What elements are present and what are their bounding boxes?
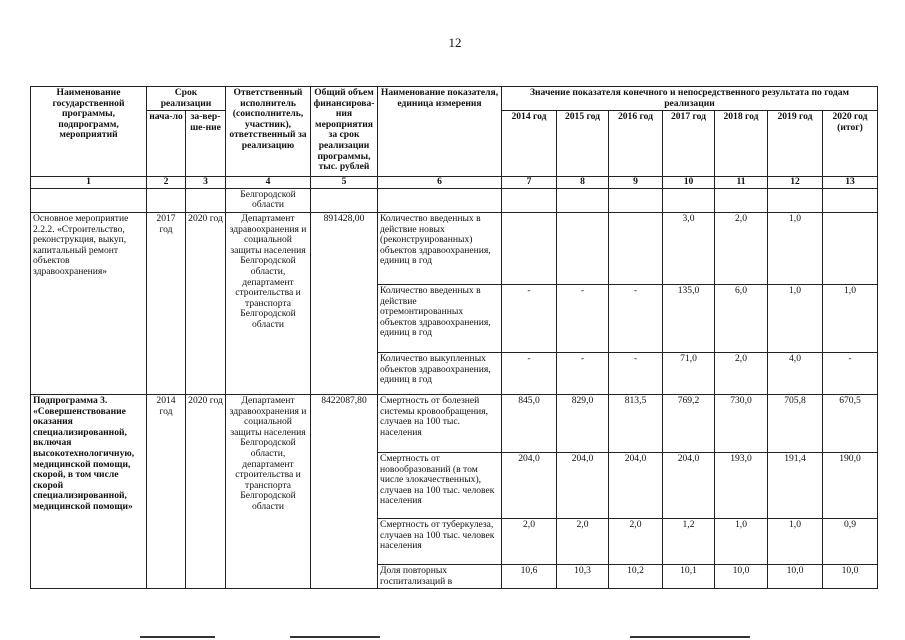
indicator-value: 204,0 <box>609 452 663 518</box>
empty-cell <box>311 188 378 212</box>
indicator-value: - <box>557 284 609 352</box>
indicator-value: 730,0 <box>715 394 768 452</box>
funding-amount: 891428,00 <box>311 212 378 394</box>
indicator-value: - <box>502 284 557 352</box>
indicator-value: 10,0 <box>823 564 878 588</box>
indicator-value: 10,2 <box>609 564 663 588</box>
header-year: 2019 год <box>768 111 823 177</box>
indicator-value: 10,0 <box>715 564 768 588</box>
empty-cell <box>147 188 186 212</box>
indicator-value: 135,0 <box>663 284 715 352</box>
column-number: 3 <box>186 177 226 189</box>
empty-cell <box>609 188 663 212</box>
indicator-value: 10,0 <box>768 564 823 588</box>
indicator-value: 670,5 <box>823 394 878 452</box>
indicator-name: Количество введенных в действие отремонтированных объектов здравоохранения, единиц в год <box>378 284 502 352</box>
indicator-value: 2,0 <box>609 518 663 564</box>
indicator-value: 2,0 <box>502 518 557 564</box>
indicator-value: - <box>609 352 663 394</box>
empty-cell <box>378 188 502 212</box>
column-number: 11 <box>715 177 768 189</box>
column-number: 2 <box>147 177 186 189</box>
empty-cell <box>715 188 768 212</box>
indicator-value: 10,3 <box>557 564 609 588</box>
continuation-row <box>31 188 878 212</box>
program-table <box>30 86 878 589</box>
column-number: 8 <box>557 177 609 189</box>
header-year: 2020 год (итог) <box>823 111 878 177</box>
column-number: 9 <box>609 177 663 189</box>
header-indicator: Наименование показателя, единица измерения <box>378 87 502 177</box>
column-number-row <box>31 177 878 189</box>
indicator-value: - <box>557 352 609 394</box>
indicator-value: 769,2 <box>663 394 715 452</box>
column-number: 4 <box>226 177 311 189</box>
table-row <box>31 394 878 452</box>
page-number: 12 <box>448 35 462 50</box>
indicator-name: Смертность от болезней системы кровообращения, случаев на 100 тыс. населения <box>378 394 502 452</box>
scan-edge-mark <box>290 636 380 638</box>
header-year: 2016 год <box>609 111 663 177</box>
term-start: 2014 год <box>147 394 186 588</box>
column-number: 5 <box>311 177 378 189</box>
indicator-value: 204,0 <box>557 452 609 518</box>
indicator-value: - <box>502 352 557 394</box>
continuation-responsible: Белгородской области <box>226 188 311 212</box>
indicator-value <box>557 212 609 284</box>
indicator-value: 71,0 <box>663 352 715 394</box>
column-number: 10 <box>663 177 715 189</box>
term-start: 2017 год <box>147 212 186 394</box>
empty-cell <box>186 188 226 212</box>
empty-cell <box>768 188 823 212</box>
indicator-value: 193,0 <box>715 452 768 518</box>
column-number: 13 <box>823 177 878 189</box>
indicator-name: Количество введенных в действие новых (реконструированных) объектов здравоохранения, единиц в год <box>378 212 502 284</box>
indicator-value: 2,0 <box>715 352 768 394</box>
program-name: Основное мероприятие 2.2.2. «Строительство, реконструкция, выкуп, капитальный ремонт объектов здравоохранения» <box>31 212 147 394</box>
indicator-value: 204,0 <box>663 452 715 518</box>
indicator-value: 0,9 <box>823 518 878 564</box>
header-name: Наименование государственной программы, подпрограмм, мероприятий <box>31 87 147 177</box>
indicator-name: Количество выкупленных объектов здравоохранения, единиц в год <box>378 352 502 394</box>
column-number: 12 <box>768 177 823 189</box>
header-year: 2018 год <box>715 111 768 177</box>
indicator-value <box>609 212 663 284</box>
indicator-value: 1,0 <box>768 518 823 564</box>
indicator-value: 2,0 <box>715 212 768 284</box>
indicator-value: 1,2 <box>663 518 715 564</box>
header-values-title: Значение показателя конечного и непосредственного результата по годам реализации <box>502 87 878 111</box>
header-funding: Общий объем финансирова-ния мероприятия за срок реализации программы, тыс. рублей <box>311 87 378 177</box>
indicator-name: Доля повторных госпитализаций в <box>378 564 502 588</box>
table-body <box>31 87 878 589</box>
scan-edge-mark <box>140 636 215 638</box>
term-end: 2020 год <box>186 212 226 394</box>
indicator-value: 813,5 <box>609 394 663 452</box>
header-year: 2017 год <box>663 111 715 177</box>
responsible-executor: Департамент здравоохранения и социальной защиты населения Белгородской области, департамент строительства и транспорта Белгородской области <box>226 394 311 588</box>
header-term-start: нача-ло <box>147 111 186 177</box>
indicator-name: Смертность от новообразований (в том числе злокачественных), случаев на 100 тыс. человек населения <box>378 452 502 518</box>
empty-cell <box>502 188 557 212</box>
empty-cell <box>663 188 715 212</box>
responsible-executor: Департамент здравоохранения и социальной защиты населения Белгородской области, департамент строительства и транспорта Белгородской области <box>226 212 311 394</box>
indicator-value: 705,8 <box>768 394 823 452</box>
program-name: Подпрограмма 3. «Совершенствование оказания специализированной, включая высокотехнологичную, медицинской помощи, скорой, в том числе скорой специализированной, медицинской помощи» <box>31 394 147 588</box>
indicator-name: Смертность от туберкулеза, случаев на 100 тыс. человек населения <box>378 518 502 564</box>
header-term-end: за-вер-ше-ние <box>186 111 226 177</box>
empty-cell <box>557 188 609 212</box>
indicator-value: 3,0 <box>663 212 715 284</box>
header-year: 2015 год <box>557 111 609 177</box>
header-term: Срок реализации <box>147 87 226 111</box>
header-row-1 <box>31 87 878 111</box>
indicator-value: 1,0 <box>715 518 768 564</box>
table-row <box>31 212 878 284</box>
indicator-value: 204,0 <box>502 452 557 518</box>
funding-amount: 8422087,80 <box>311 394 378 588</box>
indicator-value: 1,0 <box>768 212 823 284</box>
indicator-value: 829,0 <box>557 394 609 452</box>
indicator-value <box>502 212 557 284</box>
indicator-value <box>823 212 878 284</box>
indicator-value: 10,6 <box>502 564 557 588</box>
indicator-value: - <box>609 284 663 352</box>
indicator-value: 845,0 <box>502 394 557 452</box>
empty-cell <box>31 188 147 212</box>
indicator-value: 190,0 <box>823 452 878 518</box>
indicator-value: 10,1 <box>663 564 715 588</box>
indicator-value: 6,0 <box>715 284 768 352</box>
column-number: 7 <box>502 177 557 189</box>
scan-edge-mark <box>630 636 750 638</box>
indicator-value: 1,0 <box>768 284 823 352</box>
indicator-value: 4,0 <box>768 352 823 394</box>
column-number: 1 <box>31 177 147 189</box>
indicator-value: - <box>823 352 878 394</box>
term-end: 2020 год <box>186 394 226 588</box>
indicator-value: 1,0 <box>823 284 878 352</box>
indicator-value: 2,0 <box>557 518 609 564</box>
header-responsible: Ответственный исполнитель (соисполнитель, участник), ответственный за реализацию <box>226 87 311 177</box>
header-year: 2014 год <box>502 111 557 177</box>
indicator-value: 191,4 <box>768 452 823 518</box>
column-number: 6 <box>378 177 502 189</box>
empty-cell <box>823 188 878 212</box>
